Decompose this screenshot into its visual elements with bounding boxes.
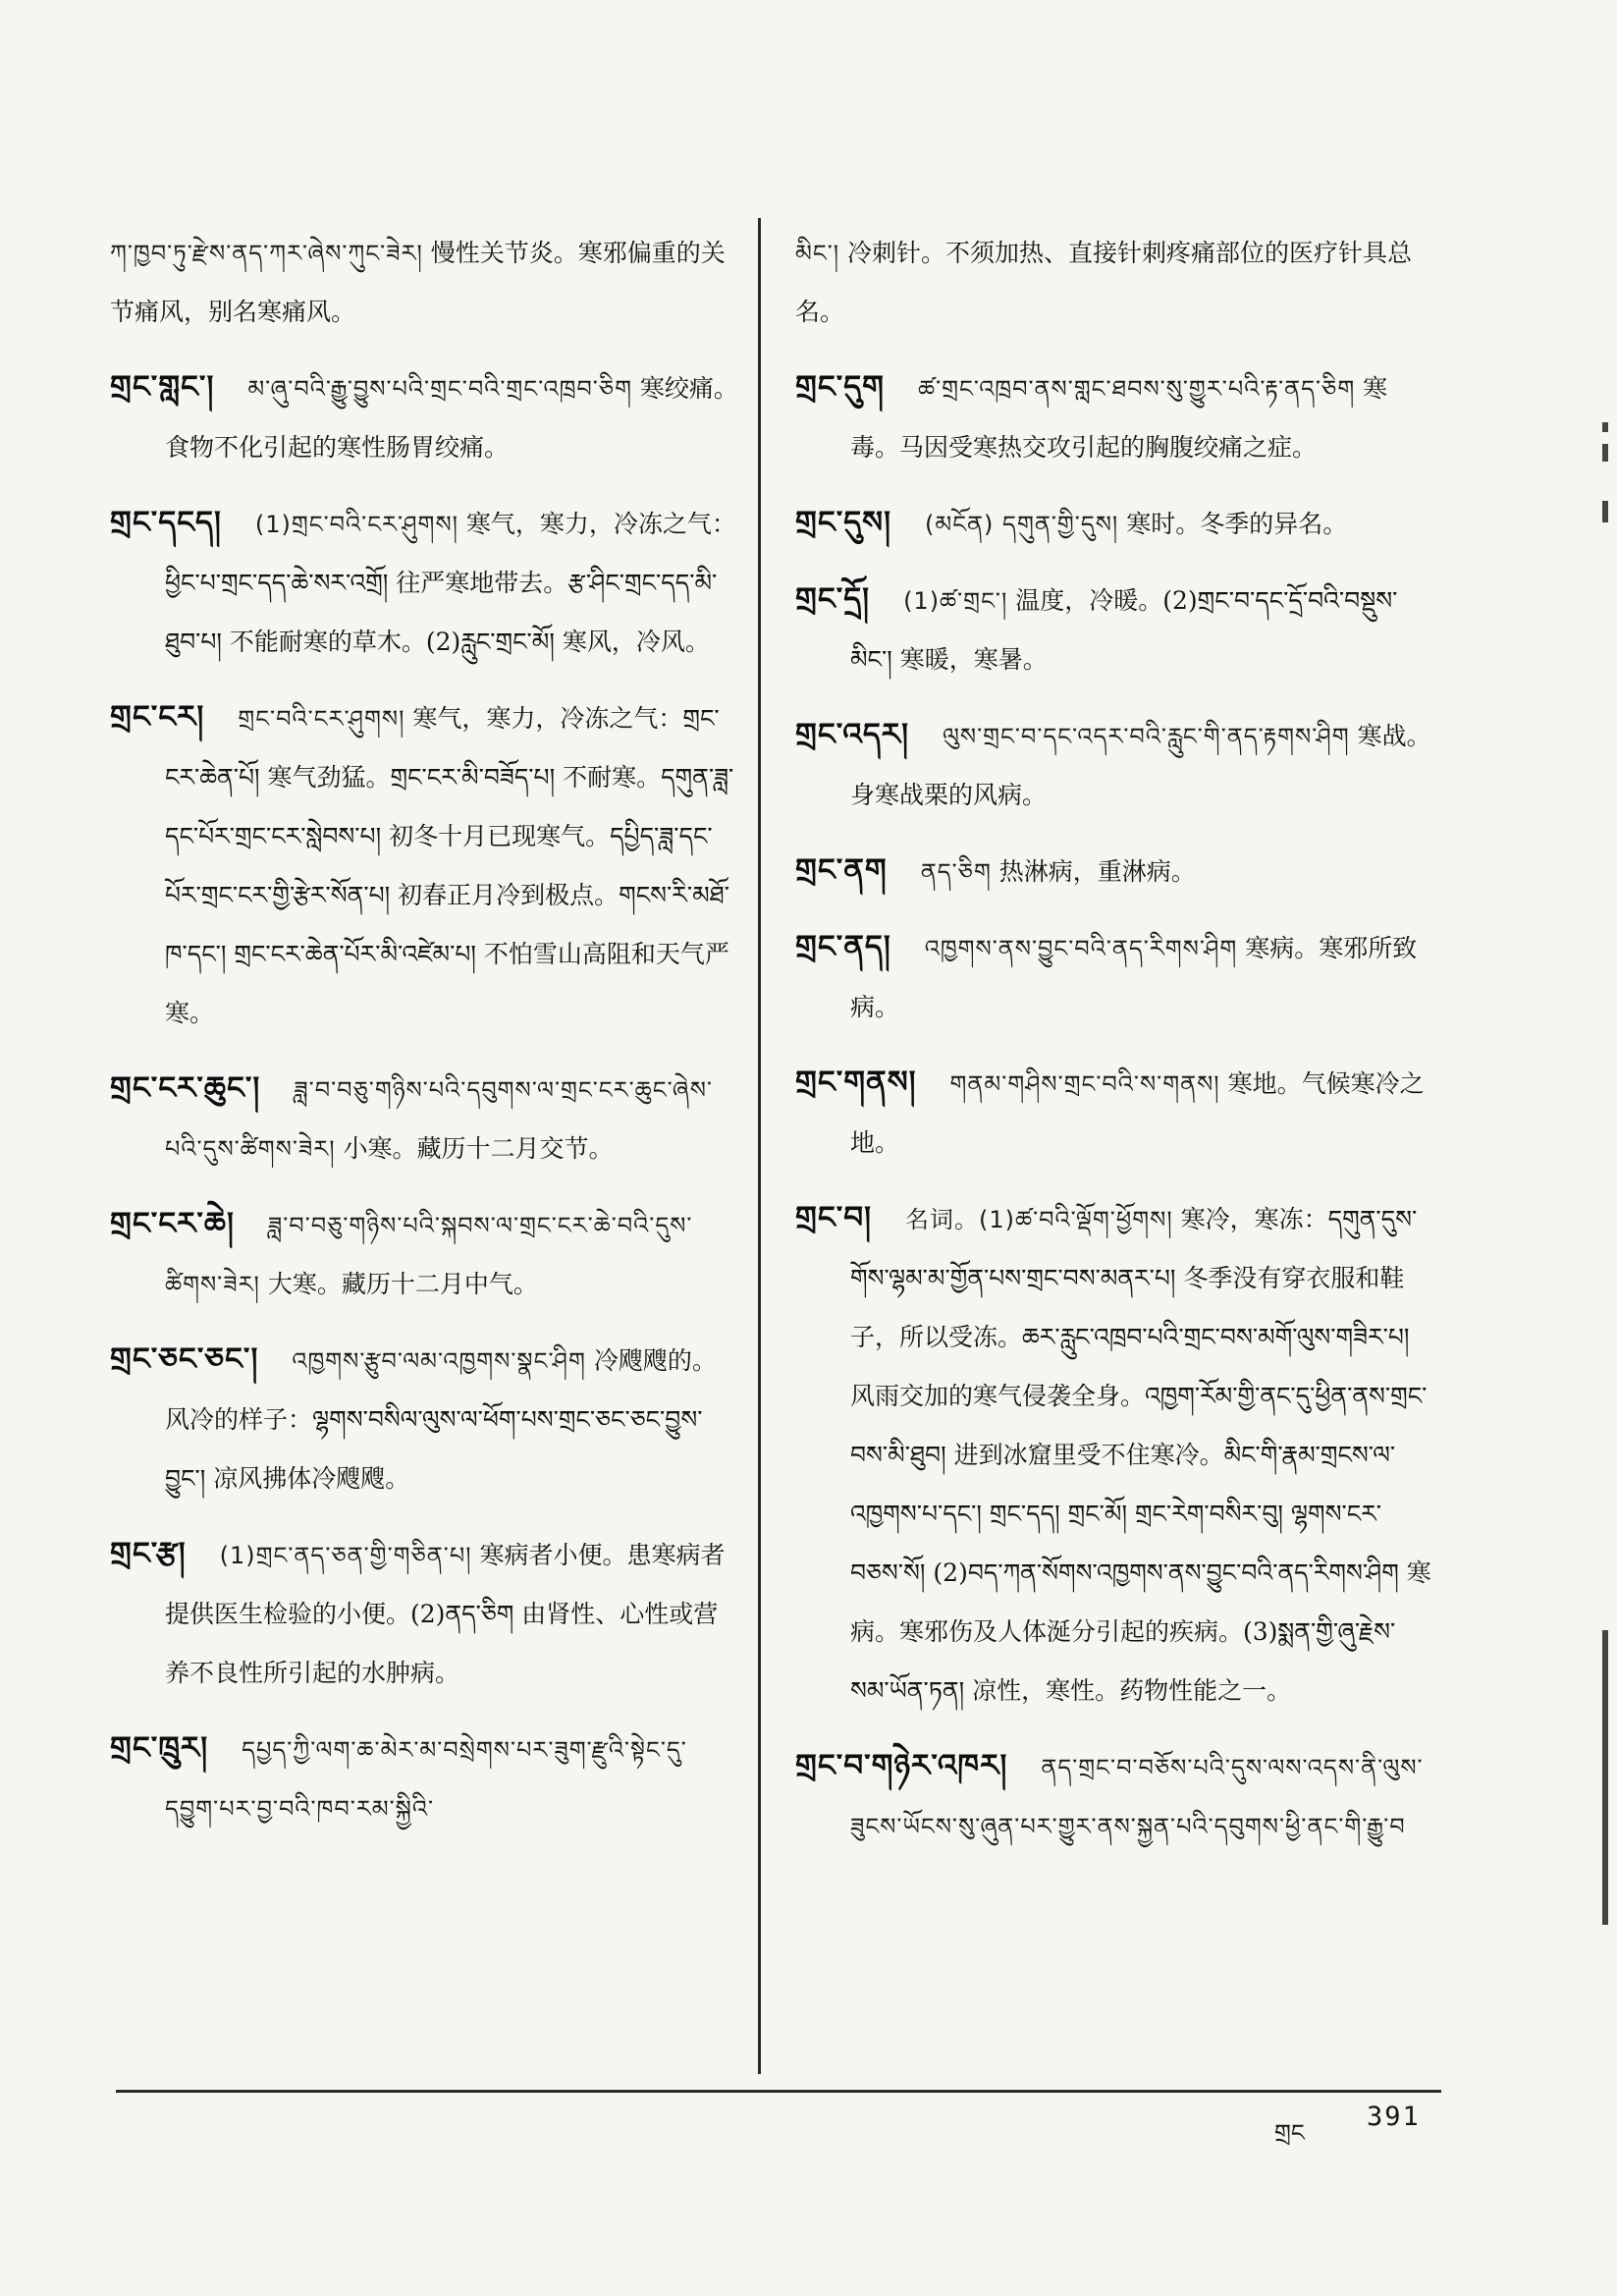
entry-tibetan: གྲང་བའི་ངར་ཤུགས། (238, 705, 405, 733)
entry-tibetan: མ་ཞུ་བའི་རྒྱུ་བྱུས་པའི་གྲང་བའི་གྲང་འཁྲབ་ཅིག (247, 375, 632, 403)
entry-tibetan: འཁྱགས་ནས་བྱུང་བའི་ནད་རིགས་ཤིག (924, 935, 1238, 962)
column-divider (758, 218, 761, 2074)
dictionary-entry (110, 493, 738, 672)
entry-chinese: 寒气，寒力，冷冻之气：ཕྱིང་པ་གྲང་དད་ཆེ་སར་འགྲོ། 往严寒地带去。རྩ་ཤིང་གྲང་དད་མི་ཐུབ་པ། 不能耐寒的草木。(2)རླུང་གྲང་མོ། 寒风，冷风。 (165, 510, 736, 656)
dictionary-entry (795, 493, 1433, 554)
headword: གྲང་རྩ། (110, 1536, 187, 1571)
page-edge-mark (1602, 444, 1608, 462)
left-column (110, 224, 738, 1854)
headword: གྲང་ངར་ཆེ། (110, 1206, 235, 1241)
entry-chinese: 慢性关节炎。寒邪偏重的关节痛风，别名寒痛风。 (110, 239, 726, 326)
dictionary-entry (795, 1188, 1433, 1721)
dictionary-entry (110, 687, 738, 1043)
headword: གྲང་གླང་། (110, 369, 215, 405)
headword: གྲང་དངད། (110, 505, 222, 540)
headword: གྲང་ཅང་ཅང་། (110, 1341, 259, 1377)
dictionary-entry (795, 705, 1433, 825)
dictionary-entry (795, 841, 1433, 902)
page-edge-bar (1602, 1630, 1608, 1925)
dictionary-entry (110, 1524, 738, 1703)
page-number: 391 (1367, 2102, 1421, 2132)
headword: གྲང་བ་གཉེར་འཁར། (795, 1748, 1008, 1783)
entry-chinese: 热淋病，重淋病。 (998, 857, 1196, 886)
headword: གྲང་ཁྲུར། (110, 1730, 209, 1766)
dictionary-entry (795, 1736, 1433, 1856)
dictionary-entry (795, 570, 1433, 689)
entry-tibetan: ཀ་ཁྱབ་ཏུ་རྫེས་ནད་ཀར་ཞེས་ཀུང་ཟེར། (110, 240, 423, 267)
entry-chinese: 冷刺针。不须加热、直接针刺疼痛部位的医疗针具总名。 (795, 239, 1413, 326)
dictionary-entry (110, 1194, 738, 1314)
entry-chinese: 小寒。藏历十二月交节。 (343, 1134, 614, 1163)
entry-tibetan: གནམ་གཤིས་གྲང་བའི་ས་གནས། (949, 1070, 1220, 1098)
page-edge-mark (1602, 422, 1608, 432)
entry-chinese: 寒地。气候寒冷之地。 (850, 1069, 1425, 1157)
headword: གྲང་ནད། (795, 929, 891, 964)
dictionary-entry (110, 1059, 738, 1178)
dictionary-entry (110, 357, 738, 477)
entry-tibetan: ལུས་གྲང་བ་དང་འདར་བའི་རླུང་གི་ནད་རྟགས་ཤིག (942, 723, 1350, 750)
entry-chinese: 冷飕飕的。风冷的样子：ལྷགས་བསིལ་ལུས་ལ་ཕོག་པས་གྲང་ཅང་ཅང་བྱུས་བྱུང་། 凉风拂体冷飕飕。 (165, 1346, 717, 1493)
entry-tibetan: ནད་ཅིག (920, 858, 992, 886)
entry-tibetan: དཔྱད་ཀྱི་ལག་ཆ་མེར་མ་བསྲེགས་པར་ཟུག་རྫུའི་སྟེང་དུ་དབྱུག་པར་བྱ་བའི་ཁབ་རམ་སྐྱིའི་ (165, 1736, 687, 1823)
entry-tibetan: ཚ་གྲང་འཁྲབ་ནས་གླང་ཐབས་སུ་གྱུར་པའི་རྟ་ནད་ཅིག (918, 375, 1356, 403)
headword: གྲང་ནག (795, 852, 888, 888)
entry-chinese: 寒绞痛。食物不化引起的寒性肠胃绞痛。 (165, 374, 738, 462)
dictionary-entry (110, 1719, 738, 1838)
headword: གྲང་ངར་ཆུང་། (110, 1070, 261, 1106)
footer-rule (116, 2090, 1441, 2093)
entry-chinese: 寒气，寒力，冷冻之气：གྲང་ངར་ཆེན་པོ། 寒气劲猛。གྲང་ངར་མི་བཟོད་པ། 不耐寒。དགུན་ཟླ་དང་པོར་གྲང་ངར་སླེབས་པ། 初冬十月已现寒气。དཔྱིད་ཟླ་དང་པོར་གྲང་ངར་གྱི་རྩེར་སོན་པ། 初春正月冷到极点。གངས་རི་མཐོ་ཁ་དང་། གྲང་ངར་ཆེན་པོར་མི་འཛེམ་པ། 不怕雪山高阻和天气严寒。 (165, 704, 734, 1027)
right-column (795, 224, 1433, 1872)
entry-chinese: 寒战。身寒战栗的风病。 (850, 722, 1431, 809)
running-head: གྲང (1274, 2119, 1305, 2147)
entry-tibetan: (1)གྲང་བའི་ངར་ཤུགས། (254, 511, 458, 538)
continued-entry (795, 224, 1433, 342)
entry-chinese: 寒毒。马因受寒热交攻引起的胸腹绞痛之症。 (850, 374, 1388, 462)
headword: གྲང་གནས། (795, 1065, 917, 1100)
headword: གྲང་དུག (795, 369, 885, 405)
dictionary-entry (110, 1330, 738, 1508)
headword: གྲང་བ། (795, 1200, 872, 1235)
entry-tibetan: (མངོན) དགུན་གྱི་དུས། (924, 511, 1119, 538)
entry-chinese: 温度，冷暖。(2)གྲང་བ་དང་དྲོ་བའི་བསྡུས་མིང་། 寒暖，寒暑。 (850, 586, 1398, 674)
headword: གྲང་ངར། (110, 699, 205, 735)
dictionary-entry (795, 357, 1433, 477)
headword: གྲང་དུས། (795, 505, 891, 540)
entry-tibetan: ནད་གྲང་བ་བཅོས་པའི་དུས་ལས་འདས་ནི་ལུས་ཟུངས་ཡོངས་སུ་ཞུན་པར་གྱུར་ནས་སྐྱན་པའི་དབུགས་ཕྱི་ནང་གི་རྒྱུ་བ (850, 1754, 1424, 1840)
headword: གྲང་དྲོ། (795, 581, 871, 617)
entry-tibetan: མིང་། (795, 240, 840, 267)
entry-chinese: 寒病。寒邪所致病。 (850, 934, 1418, 1021)
page-edge-mark (1602, 501, 1608, 522)
entry-tibetan: (1)ཚ་གྲང་། (903, 587, 1008, 615)
dictionary-entry (795, 1053, 1433, 1173)
dictionary-entry (795, 917, 1433, 1037)
entry-chinese: 寒冷，寒冻：དགུན་དུས་གོས་ལྷམ་མ་གྱོན་པས་གྲང་བས་མནར་པ། 冬季没有穿衣服和鞋子，所以受冻。ཆར་རླུང་འཁྲབ་པའི་གྲང་བས་མགོ་ལུས་གཟིར་པ། 风雨交加的寒气侵袭全身。འཁྱག་རོམ་གྱི་ནང་དུ་ཕྱིན་ནས་གྲང་བས་མི་ཐུབ། 进到冰窟里受不住寒冷。མིང་གི་རྣམ་གྲངས་ལ་འཁྱགས་པ་དང་། གྲང་དད། གྲང་མོ། གྲང་རེག་བསིར་བུ། ལྷགས་ངར་བཅས་སོ། (2)བད་ཀན་སོགས་འཁྱགས་ནས་བྱུང་བའི་ནད་རིགས་ཤིག 寒病。寒邪伤及人体涎分引起的疾病。(3)སྨན་གྱི་ཞུ་རྗེས་སམ་ཡོན་ཏན། 凉性，寒性。药物性能之一。 (850, 1205, 1431, 1705)
entry-tibetan: ཟླ་བ་བཅུ་གཉིས་པའི་དབུགས་ལ་གྲང་ངར་ཆུང་ཞེས་པའི་དུས་ཚིགས་ཟེར། (165, 1076, 713, 1163)
continued-entry (110, 224, 738, 342)
entry-tibetan: (1)གྲང་ནད་ཅན་གྱི་གཅིན་པ། (219, 1542, 472, 1569)
entry-tibetan: འཁྱགས་རྩུབ་ལམ་འཁྱགས་སྣང་ཤིག (292, 1347, 586, 1375)
entry-tibetan: 名词。(1)ཚ་བའི་ལྡོག་ཕྱོགས། (904, 1206, 1173, 1233)
entry-chinese: 寒时。冬季的异名。 (1126, 510, 1348, 538)
headword: གྲང་འདར། (795, 717, 909, 752)
entry-chinese: 大寒。藏历十二月中气。 (267, 1270, 538, 1298)
entry-tibetan: ཟླ་བ་བཅུ་གཉིས་པའི་སྐབས་ལ་གྲང་ངར་ཆེ་བའི་དུས་ཚིགས་ཟེར། (165, 1212, 693, 1298)
entry-chinese: 寒病者小便。患寒病者提供医生检验的小便。(2)ནད་ཅིག 由肾性、心性或营养不良性所引起的水肿病。 (165, 1541, 726, 1687)
